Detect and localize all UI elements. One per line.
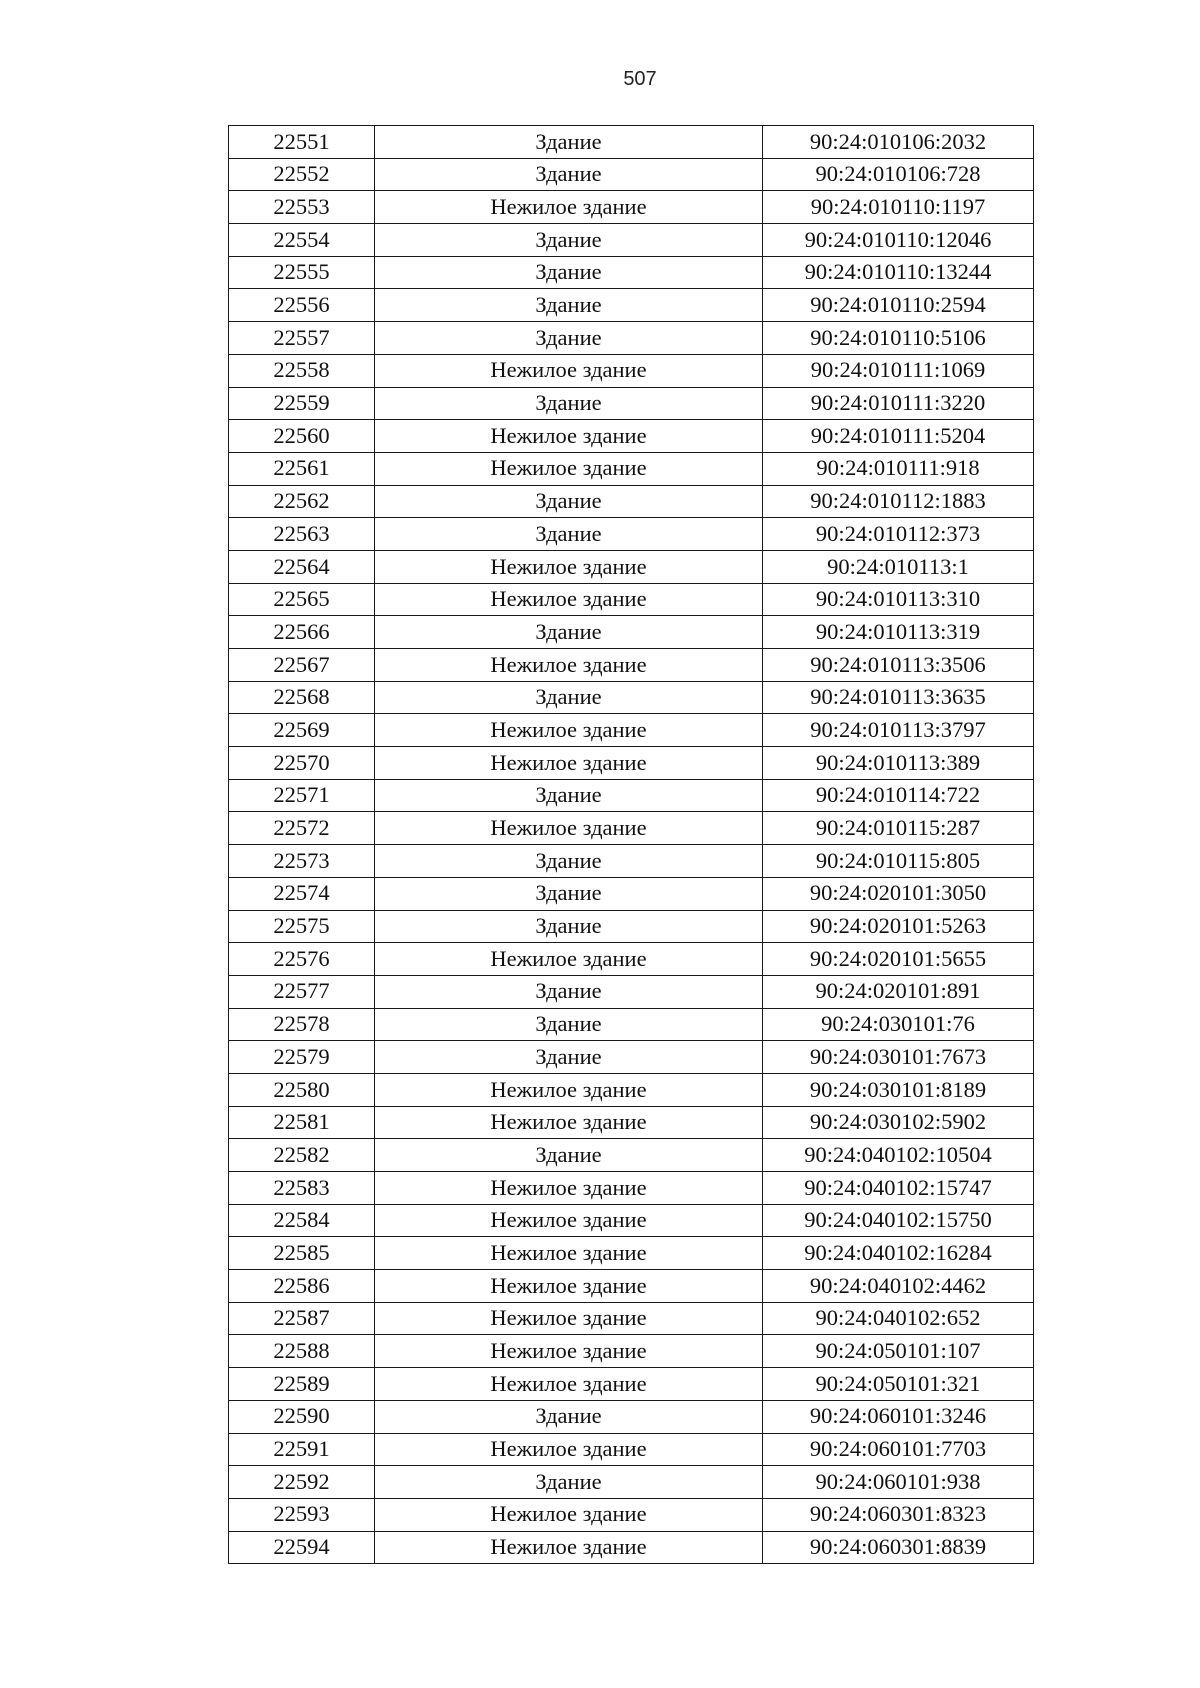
object-type-cell: Нежилое здание [375,747,763,780]
cadastral-number-cell: 90:24:010111:3220 [763,387,1034,420]
object-type-cell: Здание [375,877,763,910]
cadastral-number-cell: 90:24:060101:7703 [763,1433,1034,1466]
row-number-cell: 22564 [229,550,375,583]
cadastral-number-cell: 90:24:050101:107 [763,1335,1034,1368]
cadastral-number-cell: 90:24:060101:3246 [763,1400,1034,1433]
object-type-cell: Нежилое здание [375,1073,763,1106]
table-row [229,1139,1034,1172]
cadastral-number-cell: 90:24:010110:5106 [763,322,1034,355]
cadastral-number-cell: 90:24:020101:5263 [763,910,1034,943]
object-type-cell: Здание [375,1008,763,1041]
cadastral-number-cell: 90:24:060101:938 [763,1466,1034,1499]
cadastral-number-cell: 90:24:060301:8323 [763,1498,1034,1531]
row-number-cell: 22571 [229,779,375,812]
object-type-cell: Здание [375,975,763,1008]
table-row [229,1433,1034,1466]
cadastral-number-cell: 90:24:010111:918 [763,452,1034,485]
object-type-cell: Нежилое здание [375,649,763,682]
table-row [229,943,1034,976]
cadastral-number-cell: 90:24:030101:8189 [763,1073,1034,1106]
cadastral-number-cell: 90:24:010113:3797 [763,714,1034,747]
cadastral-number-cell: 90:24:010114:722 [763,779,1034,812]
cadastral-number-cell: 90:24:010106:728 [763,158,1034,191]
table-row [229,1466,1034,1499]
table-row [229,224,1034,257]
table-row [229,616,1034,649]
cadastral-number-cell: 90:24:010110:1197 [763,191,1034,224]
table-row [229,747,1034,780]
table-row [229,812,1034,845]
row-number-cell: 22573 [229,845,375,878]
row-number-cell: 22585 [229,1237,375,1270]
row-number-cell: 22578 [229,1008,375,1041]
row-number-cell: 22592 [229,1466,375,1499]
table-row [229,1172,1034,1205]
table-row [229,1008,1034,1041]
cadastral-number-cell: 90:24:030101:76 [763,1008,1034,1041]
row-number-cell: 22567 [229,649,375,682]
object-type-cell: Нежилое здание [375,1498,763,1531]
row-number-cell: 22553 [229,191,375,224]
object-type-cell: Нежилое здание [375,1106,763,1139]
row-number-cell: 22584 [229,1204,375,1237]
object-type-cell: Здание [375,845,763,878]
object-type-cell: Здание [375,910,763,943]
table-row [229,550,1034,583]
object-type-cell: Нежилое здание [375,550,763,583]
table-row [229,1270,1034,1303]
row-number-cell: 22591 [229,1433,375,1466]
row-number-cell: 22582 [229,1139,375,1172]
cadastral-number-cell: 90:24:010113:389 [763,747,1034,780]
row-number-cell: 22572 [229,812,375,845]
row-number-cell: 22562 [229,485,375,518]
table-row [229,256,1034,289]
object-type-cell: Нежилое здание [375,714,763,747]
row-number-cell: 22574 [229,877,375,910]
table-row [229,975,1034,1008]
row-number-cell: 22583 [229,1172,375,1205]
table-row [229,910,1034,943]
row-number-cell: 22566 [229,616,375,649]
cadastral-number-cell: 90:24:010112:373 [763,518,1034,551]
cadastral-number-cell: 90:24:020101:5655 [763,943,1034,976]
object-type-cell: Здание [375,485,763,518]
row-number-cell: 22568 [229,681,375,714]
object-type-cell: Нежилое здание [375,1302,763,1335]
object-type-cell: Здание [375,779,763,812]
table-body [229,126,1034,1564]
table-row [229,518,1034,551]
row-number-cell: 22569 [229,714,375,747]
table-row [229,1498,1034,1531]
row-number-cell: 22588 [229,1335,375,1368]
cadastral-number-cell: 90:24:020101:3050 [763,877,1034,910]
table-row [229,158,1034,191]
table-row [229,1106,1034,1139]
row-number-cell: 22587 [229,1302,375,1335]
table-row [229,1041,1034,1074]
row-number-cell: 22565 [229,583,375,616]
row-number-cell: 22558 [229,354,375,387]
object-type-cell: Здание [375,322,763,355]
table-row [229,649,1034,682]
object-type-cell: Нежилое здание [375,1433,763,1466]
cadastral-number-cell: 90:24:040102:4462 [763,1270,1034,1303]
table-row [229,714,1034,747]
table-row [229,845,1034,878]
cadastral-number-cell: 90:24:010111:5204 [763,420,1034,453]
cadastral-number-cell: 90:24:010106:2032 [763,126,1034,159]
cadastral-number-cell: 90:24:010113:3506 [763,649,1034,682]
row-number-cell: 22555 [229,256,375,289]
cadastral-number-cell: 90:24:010115:287 [763,812,1034,845]
table-row [229,322,1034,355]
table-row [229,1237,1034,1270]
object-type-cell: Здание [375,387,763,420]
cadastral-number-cell: 90:24:040102:652 [763,1302,1034,1335]
table-row [229,1531,1034,1564]
row-number-cell: 22563 [229,518,375,551]
row-number-cell: 22560 [229,420,375,453]
registry-table [228,125,1034,1564]
row-number-cell: 22580 [229,1073,375,1106]
row-number-cell: 22589 [229,1368,375,1401]
row-number-cell: 22577 [229,975,375,1008]
object-type-cell: Здание [375,1139,763,1172]
cadastral-number-cell: 90:24:040102:16284 [763,1237,1034,1270]
row-number-cell: 22586 [229,1270,375,1303]
table-row [229,191,1034,224]
cadastral-number-cell: 90:24:040102:10504 [763,1139,1034,1172]
object-type-cell: Нежилое здание [375,354,763,387]
cadastral-number-cell: 90:24:010110:2594 [763,289,1034,322]
table-row [229,420,1034,453]
table-row [229,877,1034,910]
table-row [229,354,1034,387]
object-type-cell: Здание [375,681,763,714]
cadastral-number-cell: 90:24:010115:805 [763,845,1034,878]
cadastral-number-cell: 90:24:030102:5902 [763,1106,1034,1139]
page-number: 507 [623,68,657,90]
cadastral-number-cell: 90:24:040102:15750 [763,1204,1034,1237]
object-type-cell: Здание [375,158,763,191]
cadastral-number-cell: 90:24:010110:13244 [763,256,1034,289]
object-type-cell: Нежилое здание [375,1335,763,1368]
table-row [229,1204,1034,1237]
cadastral-number-cell: 90:24:010113:1 [763,550,1034,583]
row-number-cell: 22557 [229,322,375,355]
row-number-cell: 22556 [229,289,375,322]
table-row [229,583,1034,616]
cadastral-number-cell: 90:24:030101:7673 [763,1041,1034,1074]
table-row [229,779,1034,812]
object-type-cell: Нежилое здание [375,583,763,616]
table-row [229,485,1034,518]
object-type-cell: Здание [375,1400,763,1433]
object-type-cell: Нежилое здание [375,943,763,976]
object-type-cell: Нежилое здание [375,191,763,224]
object-type-cell: Здание [375,1041,763,1074]
cadastral-number-cell: 90:24:010112:1883 [763,485,1034,518]
table-row [229,1335,1034,1368]
object-type-cell: Нежилое здание [375,812,763,845]
object-type-cell: Нежилое здание [375,1172,763,1205]
object-type-cell: Здание [375,616,763,649]
row-number-cell: 22559 [229,387,375,420]
table-row [229,1400,1034,1433]
row-number-cell: 22594 [229,1531,375,1564]
table-row [229,1302,1034,1335]
object-type-cell: Здание [375,289,763,322]
row-number-cell: 22576 [229,943,375,976]
object-type-cell: Здание [375,224,763,257]
cadastral-number-cell: 90:24:050101:321 [763,1368,1034,1401]
object-type-cell: Здание [375,1466,763,1499]
row-number-cell: 22575 [229,910,375,943]
object-type-cell: Нежилое здание [375,452,763,485]
table-row [229,1368,1034,1401]
cadastral-number-cell: 90:24:020101:891 [763,975,1034,1008]
row-number-cell: 22590 [229,1400,375,1433]
row-number-cell: 22551 [229,126,375,159]
cadastral-number-cell: 90:24:010113:319 [763,616,1034,649]
cadastral-number-cell: 90:24:010111:1069 [763,354,1034,387]
table-row [229,452,1034,485]
object-type-cell: Нежилое здание [375,1270,763,1303]
cadastral-number-cell: 90:24:010113:310 [763,583,1034,616]
cadastral-number-cell: 90:24:010113:3635 [763,681,1034,714]
row-number-cell: 22554 [229,224,375,257]
object-type-cell: Нежилое здание [375,1237,763,1270]
row-number-cell: 22579 [229,1041,375,1074]
object-type-cell: Здание [375,126,763,159]
object-type-cell: Нежилое здание [375,420,763,453]
object-type-cell: Нежилое здание [375,1531,763,1564]
row-number-cell: 22593 [229,1498,375,1531]
object-type-cell: Нежилое здание [375,1368,763,1401]
table-row [229,681,1034,714]
table-row [229,126,1034,159]
object-type-cell: Здание [375,256,763,289]
row-number-cell: 22552 [229,158,375,191]
row-number-cell: 22570 [229,747,375,780]
table-row [229,289,1034,322]
object-type-cell: Нежилое здание [375,1204,763,1237]
object-type-cell: Здание [375,518,763,551]
row-number-cell: 22581 [229,1106,375,1139]
cadastral-number-cell: 90:24:010110:12046 [763,224,1034,257]
cadastral-number-cell: 90:24:060301:8839 [763,1531,1034,1564]
row-number-cell: 22561 [229,452,375,485]
table-row [229,387,1034,420]
table-row [229,1073,1034,1106]
cadastral-number-cell: 90:24:040102:15747 [763,1172,1034,1205]
